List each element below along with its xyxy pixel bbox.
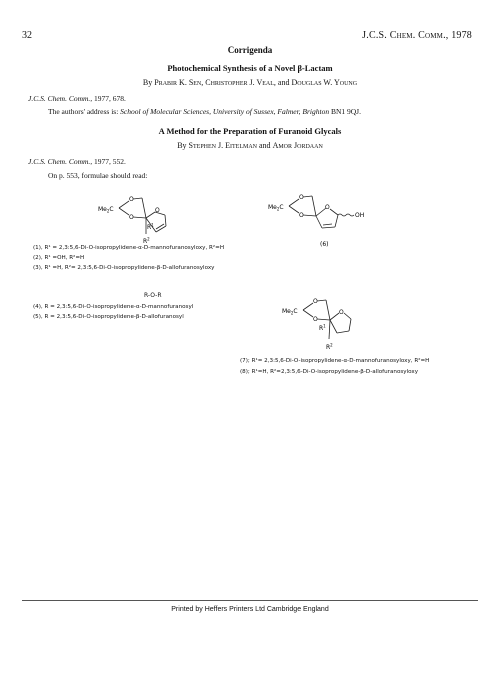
section-title: Corrigenda [227,45,273,55]
oxygen-label: O [129,214,134,221]
corrigendum2-byline: By Stephen J. Eitelman and Amor Jordaan [177,141,323,150]
legend-compound-3: (3), R¹ =H, R²= 2,3:5,6-Di-O-isopropylidene-β-D-allofuranosyloxy [33,265,215,271]
legend-compound-2: (2), R¹ =OH, R²=H [33,255,85,261]
corrigendum1-authors-b: Douglas W. Young [291,78,358,87]
running-header-journal: J.C.S. Chem. Comm., 1978 [362,30,472,41]
oxygen-label: O [313,298,318,305]
ring-oxygen-label: O [155,207,160,214]
printer-imprint: Printed by Heffers Printers Ltd Cambridge England [171,606,329,613]
oxygen-label: O [299,194,304,201]
corrigendum2-authors-a: Stephen J. Eitelman [188,141,257,150]
legend-compound-1: (1), R¹ = 2,3:5,6-Di-O-isopropylidene-α-D-mannofuranosyloxy, R²=H [33,245,225,251]
legend-compound-7: (7); R¹= 2,3:5,6-Di-O-isopropylidene-α-D-mannofuranosyloxy, R²=H [240,358,430,364]
r1-label: $R^1$ [147,222,154,231]
compound-6-label: (6) [320,241,329,248]
oxygen-label: O [313,316,318,323]
structure-7-8 [282,290,372,354]
structure-6 [268,186,378,250]
corrigendum2-reference: J.C.S. Chem. Comm., 1977, 552. [28,157,126,166]
oxygen-label: O [299,212,304,219]
oxygen-label: O [129,196,134,203]
ring-oxygen-label: O [325,204,330,211]
r1-label: $R^1$ [319,323,326,332]
footer-rule [22,600,478,601]
ring-oxygen-label: O [339,309,344,316]
page-number: 32 [22,30,32,41]
hydroxyl-label: OH [355,212,365,219]
legend-compound-5: (5), R = 2,3:5,6-Di-O-isopropylidene-β-D-allofuranosyl [33,314,184,320]
corrigendum2-intro: On p. 553, formulae should read: [48,171,148,180]
r2-label: $R^2$ [326,342,333,351]
legend-compound-4: (4), R = 2,3:5,6-Di-O-isopropylidene-α-D-mannofuranosyl [33,304,194,310]
corrigendum1-address: The authors' address is: School of Molecular Sciences, University of Sussex, Falmer, Brighton BN1 9QJ. [48,107,361,116]
corrigendum1-authors-a: Prabir K. Sen, Christopher J. Veal, [154,78,276,87]
corrigendum2-authors-b: Amor Jordaan [272,141,323,150]
r2-label: $R^2$ [143,236,150,245]
corrigendum1-byline: By Prabir K. Sen, Christopher J. Veal, and Douglas W. Young [142,78,358,87]
structure-1-3 [98,188,188,246]
corrigendum1-reference: J.C.S. Chem. Comm., 1977, 678. [28,94,126,103]
corrigendum1-title: Photochemical Synthesis of a Novel β-Lactam [167,63,333,73]
me2c-label: $Me_2C$ [282,308,298,316]
me2c-label: $Me_2C$ [98,206,114,214]
legend-compound-8: (8); R¹=H, R²=2,3:5,6-Di-O-isopropylidene-β-D-allofuranosyloxy [240,369,419,375]
corrigendum2-title: A Method for the Preparation of Furanoid Glycals [158,126,342,136]
me2c-label: $Me_2C$ [268,204,284,212]
ror-formula: R-O-R [144,292,162,299]
